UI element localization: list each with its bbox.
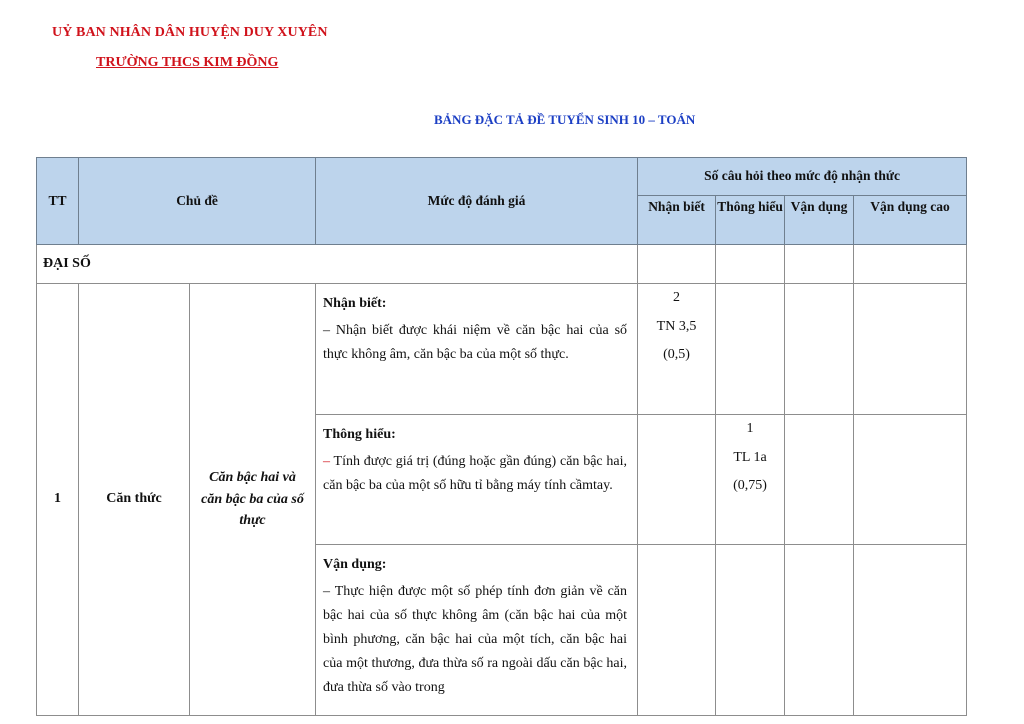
count-van-dung-cao bbox=[854, 284, 967, 415]
subtopic: Căn bậc hai và căn bậc ba của số thực bbox=[190, 284, 316, 716]
level-heading: Nhận biết: bbox=[323, 296, 387, 311]
count-thong-hieu bbox=[716, 415, 785, 545]
question-ref: TL 1a bbox=[733, 449, 767, 465]
count-van-dung bbox=[785, 545, 854, 716]
header-nhan-biet: Nhận biết bbox=[638, 196, 716, 245]
level-description bbox=[316, 284, 638, 415]
question-count: 2 bbox=[673, 290, 681, 305]
count-van-dung-cao bbox=[854, 545, 967, 716]
level-description bbox=[316, 415, 638, 545]
header-level: Mức độ đánh giá bbox=[316, 158, 638, 245]
school-name: TRƯỜNG THCS KIM ĐỒNG bbox=[96, 55, 279, 70]
empty-cell bbox=[854, 245, 967, 284]
question-ref: TN 3,5 bbox=[656, 318, 697, 334]
count-van-dung bbox=[785, 415, 854, 545]
level-text bbox=[323, 450, 627, 498]
count-thong-hieu bbox=[716, 545, 785, 716]
bullet-dash: – bbox=[323, 584, 331, 600]
header-tt: TT bbox=[37, 158, 79, 245]
org-name: UỶ BAN NHÂN DÂN HUYỆN DUY XUYÊN bbox=[52, 25, 328, 40]
header-question-count-group: Số câu hỏi theo mức độ nhận thức bbox=[638, 158, 967, 196]
empty-cell bbox=[638, 245, 716, 284]
count-nhan-biet bbox=[638, 415, 716, 545]
count-nhan-biet bbox=[638, 545, 716, 716]
bullet-dash: – bbox=[323, 454, 331, 470]
empty-cell bbox=[716, 245, 785, 284]
count-thong-hieu bbox=[716, 284, 785, 415]
level-text bbox=[323, 319, 627, 367]
header-thong-hieu: Thông hiểu bbox=[716, 196, 785, 245]
bullet-dash: – bbox=[323, 323, 331, 339]
specification-table bbox=[36, 157, 967, 716]
section-label: ĐẠI SỐ bbox=[37, 245, 638, 284]
table-row bbox=[37, 284, 967, 415]
header-van-dung-cao: Vận dụng cao bbox=[854, 196, 967, 245]
level-text-body: Thực hiện được một số phép tính đơn giản về căn bậc hai của số thực không âm (căn bậc hai của một bình phương, căn bậc hai của một tích, căn bậc hai của một thương, đưa thừa số ra ngoài dấu căn bậc hai, đưa thừa số vào trong bbox=[323, 584, 628, 696]
level-description bbox=[316, 545, 638, 716]
document-title: BẢNG ĐẶC TẢ ĐỀ TUYỂN SINH 10 – TOÁN bbox=[434, 112, 696, 127]
level-text-body: Tính được giá trị (đúng hoặc gần đúng) căn bậc hai, căn bậc ba của một số hữu tỉ bằng máy tính cầmtay. bbox=[323, 454, 628, 494]
section-row bbox=[37, 245, 967, 284]
count-nhan-biet bbox=[638, 284, 716, 415]
level-text-body: Nhận biết được khái niệm về căn bậc hai của số thực không âm, căn bậc ba của một số thực. bbox=[323, 323, 628, 363]
question-count: 1 bbox=[746, 421, 754, 436]
header-van-dung: Vận dụng bbox=[785, 196, 854, 245]
row-number: 1 bbox=[37, 284, 79, 716]
level-heading: Thông hiểu: bbox=[323, 427, 396, 442]
count-van-dung bbox=[785, 284, 854, 415]
topic: Căn thức bbox=[79, 284, 190, 716]
question-points: (0,5) bbox=[663, 347, 690, 363]
header-topic: Chủ đề bbox=[79, 158, 316, 245]
count-van-dung-cao bbox=[854, 415, 967, 545]
empty-cell bbox=[785, 245, 854, 284]
level-text bbox=[323, 580, 627, 700]
level-heading: Vận dụng: bbox=[323, 557, 387, 572]
question-points: (0,75) bbox=[733, 478, 767, 494]
